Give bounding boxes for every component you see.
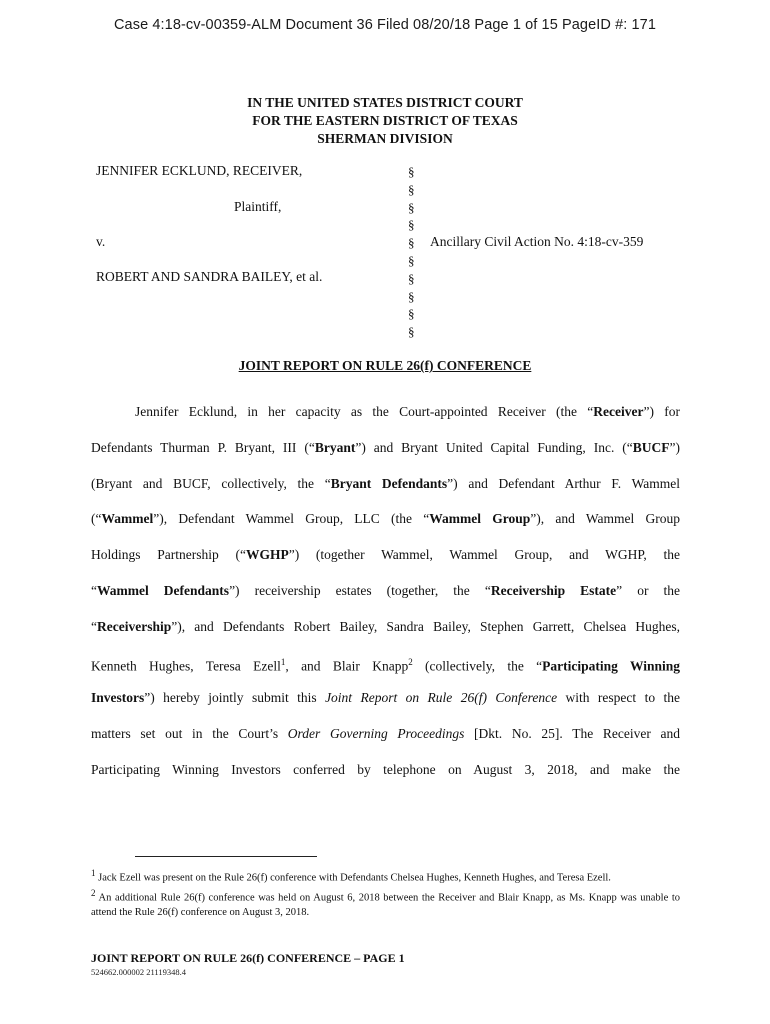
body-line: [91, 501, 680, 537]
text-run: ”), Defendant Wammel Group, LLC (the “: [153, 511, 430, 527]
body-line: [91, 645, 680, 681]
footnotes: [91, 866, 680, 920]
text-run: ”) and Defendant Arthur F. Wammel: [447, 475, 681, 491]
section-symbol: §: [408, 252, 415, 268]
defined-term: Receivership: [97, 618, 172, 634]
defined-term: WGHP: [245, 547, 289, 563]
text-run: ”) receivership estates (together, the “: [229, 582, 491, 598]
text-run: , and Blair Knapp: [285, 658, 409, 674]
section-symbol: §: [408, 324, 415, 340]
versus-label: v.: [96, 234, 106, 249]
body-line: [91, 466, 680, 502]
case-header: Case 4:18-cv-00359-ALM Document 36 Filed 08/20/18 Page 1 of 15 PageID #: 171: [113, 17, 657, 33]
footnote-1: [91, 866, 680, 886]
section-symbol-column: [408, 163, 415, 341]
text-run: ”) hereby jointly submit this: [144, 690, 326, 706]
footnote-mark: 2: [91, 887, 96, 898]
text-run: ”) and Bryant United Capital Funding, Inc. (“: [355, 439, 633, 455]
text-run: Kenneth Hughes, Teresa Ezell: [91, 658, 281, 674]
footnote-mark: 1: [91, 868, 96, 878]
text-run: ”) for: [643, 404, 680, 419]
document-reference: Joint Report on Rule 26(f) Conference: [325, 690, 558, 706]
section-symbol: §: [408, 270, 415, 286]
body-line: [91, 537, 680, 573]
body-line: [91, 716, 680, 752]
defined-term: Participating Winning: [542, 658, 680, 674]
section-symbol: §: [408, 199, 415, 215]
text-run: matters set out in the Court’s: [91, 726, 288, 742]
text-run: ”), and Defendants Robert Bailey, Sandra Bailey, Stephen Garrett, Chelsea Hughes,: [171, 618, 680, 634]
body-line: [91, 573, 680, 609]
footnote-divider: [135, 856, 317, 857]
court-line-2: FOR THE EASTERN DISTRICT OF TEXAS: [252, 113, 518, 128]
footnote-text: Jack Ezell was present on the Rule 26(f) conference with Defendants Chelsea Hughes, Kenneth Hughes, and Teresa Ezell.: [98, 872, 611, 884]
text-run: with respect to the: [557, 690, 680, 706]
footnote-text: An additional Rule 26(f) conference was held on August 6, 2018 between the Receiver and Blair Knapp, as Ms. Knapp was unable to attend the Rule 26(f) conference on August 3, 2018.: [91, 892, 681, 918]
body-paragraph: [91, 394, 680, 788]
section-symbol: §: [408, 181, 415, 197]
defined-term: Bryant Defendants: [330, 475, 448, 491]
plaintiff-name: JENNIFER ECKLUND, RECEIVER,: [96, 163, 303, 178]
defined-term: Receiver: [593, 404, 644, 419]
document-title: JOINT REPORT ON RULE 26(f) CONFERENCE: [238, 358, 532, 373]
text-run: ”) (together Wammel, Wammel Group, and WGHP, the: [288, 547, 680, 563]
document-id: 524662.000002 21119348.4: [91, 967, 186, 977]
defined-term: Wammel: [101, 511, 154, 527]
text-run: “: [91, 618, 97, 634]
defined-term: Investors: [91, 690, 145, 706]
text-run: ” or the: [616, 582, 681, 598]
text-run: Holdings Partnership (“: [91, 547, 246, 563]
text-run: Defendants Thurman P. Bryant, III (“: [91, 439, 315, 455]
text-run: (Bryant and BUCF, collectively, the “: [91, 475, 331, 491]
section-symbol: §: [408, 164, 415, 179]
footnote-ref[interactable]: 2: [408, 656, 413, 667]
text-run: ”), and Wammel Group: [530, 511, 680, 527]
text-run: “: [91, 582, 97, 598]
body-line: [91, 430, 680, 466]
page-footer: JOINT REPORT ON RULE 26(f) CONFERENCE – PAGE 1: [91, 951, 405, 965]
defined-term: Wammel Defendants: [97, 582, 230, 598]
defined-term: BUCF: [632, 439, 670, 455]
body-line: [91, 680, 680, 716]
text-run: (collectively, the “: [412, 658, 543, 674]
text-run: [Dkt. No. 25]. The Receiver and: [464, 726, 681, 742]
section-symbol: §: [408, 235, 415, 251]
footnote-ref[interactable]: 1: [280, 656, 286, 667]
court-line-3: SHERMAN DIVISION: [317, 131, 453, 146]
defendants-name: ROBERT AND SANDRA BAILEY, et al.: [96, 269, 323, 284]
court-line-1: IN THE UNITED STATES DISTRICT COURT: [247, 95, 523, 110]
section-symbol: §: [408, 306, 415, 322]
body-line: [91, 609, 680, 645]
plaintiff-role: Plaintiff,: [234, 199, 282, 214]
footnote-2: [91, 886, 680, 921]
text-run: (“: [91, 511, 102, 527]
defined-term: Bryant: [314, 439, 356, 455]
defined-term: Receivership Estate: [490, 582, 617, 598]
action-number: Ancillary Civil Action No. 4:18-cv-359: [430, 234, 644, 249]
body-line: [91, 752, 680, 788]
court-heading: [0, 94, 770, 148]
section-symbol: §: [408, 217, 415, 233]
body-line: [91, 394, 680, 430]
text-run: Participating Winning Investors conferred by telephone on August 3, 2018, and make the: [91, 761, 680, 777]
defined-term: Wammel Group: [429, 511, 531, 527]
section-symbol: §: [408, 288, 415, 304]
document-reference: Order Governing Proceedings: [287, 726, 465, 742]
text-run: Jennifer Ecklund, in her capacity as the Court-appointed Receiver (the “: [135, 404, 594, 419]
text-run: ”): [669, 439, 680, 455]
